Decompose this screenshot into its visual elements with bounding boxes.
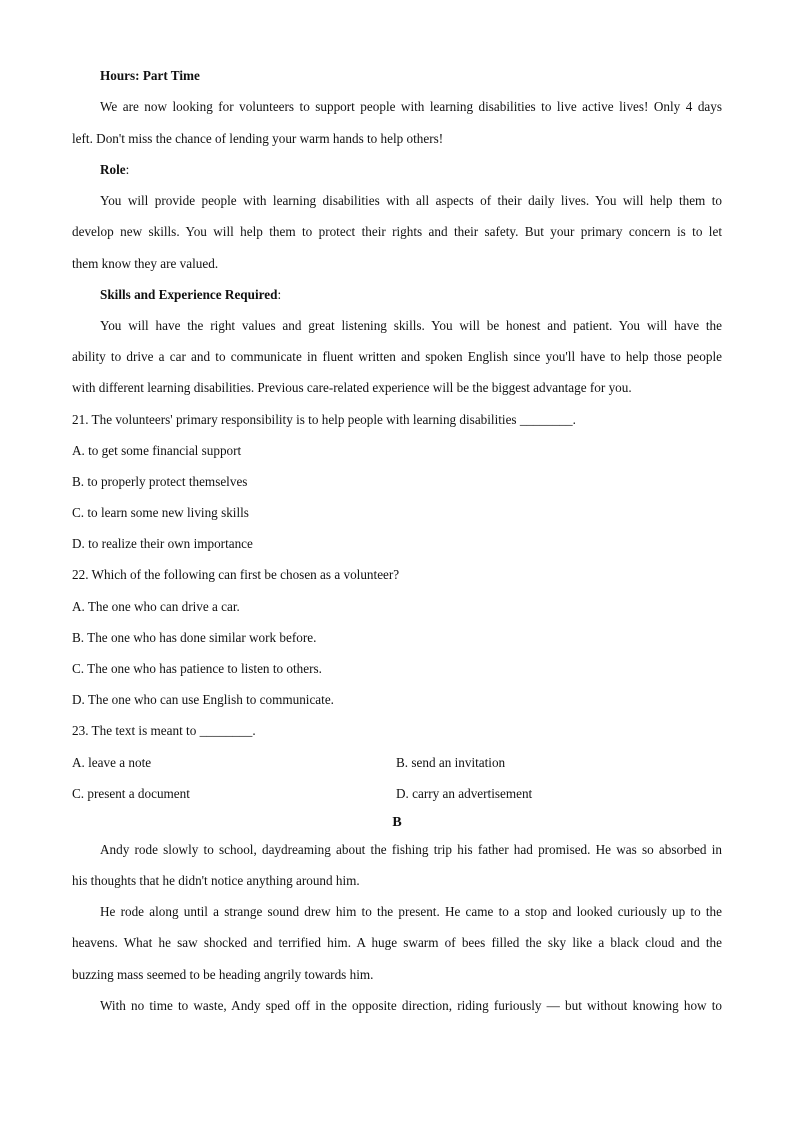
q21-option-b: B. to properly protect themselves [72,474,248,489]
q23-option-b: B. send an invitation [396,755,506,770]
q22-option-b: B. The one who has done similar work before. [72,630,317,645]
role-line-1: You will provide people with learning disabilities with all aspects of their daily lives. You will help them to [100,193,722,208]
skills-line-3: with different learning disabilities. Previous care-related experience will be the biggest advantage for you. [72,380,632,395]
b-p2-line-1: He rode along until a strange sound drew him to the present. He came to a stop and looked curiously up to the [100,904,722,919]
q22-stem: 22. Which of the following can first be chosen as a volunteer? [72,567,400,582]
q22-option-d: D. The one who can use English to communicate. [72,692,334,707]
skills-line-2: ability to drive a car and to communicate in fluent written and spoken English since you'll have to help those people [72,349,722,364]
b-p3-line-1: With no time to waste, Andy sped off in the opposite direction, riding furiously — but without knowing how to [100,998,722,1013]
b-p1-line-2: his thoughts that he didn't notice anything around him. [72,873,360,888]
b-p2-line-2: heavens. What he saw shocked and terrified him. A huge swarm of bees filled the sky like a black cloud and the [72,935,722,950]
role-heading-line [100,162,722,178]
b-p2-line-3: buzzing mass seemed to be heading angrily towards him. [72,967,374,982]
q22-option-a: A. The one who can drive a car. [72,599,240,614]
skills-heading-line [100,287,722,303]
q23-option-d: D. carry an advertisement [396,786,533,801]
q23-stem: 23. The text is meant to ________. [72,723,256,738]
intro-line-2: left. Don't miss the chance of lending your warm hands to help others! [72,131,444,146]
b-p1-line-1: Andy rode slowly to school, daydreaming about the fishing trip his father had promised. He was so absorbed in [100,842,722,857]
skills-line-1: You will have the right values and great listening skills. You will be honest and patient. You will have the [100,318,722,333]
role-heading: Role [100,162,126,177]
q21-option-a: A. to get some financial support [72,443,242,458]
hours-heading: Hours: Part Time [100,68,200,83]
q22-option-c: C. The one who has patience to listen to others. [72,661,322,676]
q23-option-c: C. present a document [72,786,190,801]
q21-option-d: D. to realize their own importance [72,536,253,551]
skills-heading: Skills and Experience Required [100,287,278,302]
skills-colon: : [277,287,282,302]
q23-option-a: A. leave a note [72,755,152,770]
role-line-3: them know they are valued. [72,256,219,271]
passage-b-heading: B [392,815,402,830]
q21-option-c: C. to learn some new living skills [72,505,249,520]
role-colon: : [125,162,130,177]
intro-line-1: We are now looking for volunteers to support people with learning disabilities to live active lives! Only 4 days [100,99,722,114]
role-line-2: develop new skills. You will help them to protect their rights and their safety. But your primary concern is to let [72,224,722,239]
q21-stem: 21. The volunteers' primary responsibility is to help people with learning disabilities ________. [72,412,576,427]
